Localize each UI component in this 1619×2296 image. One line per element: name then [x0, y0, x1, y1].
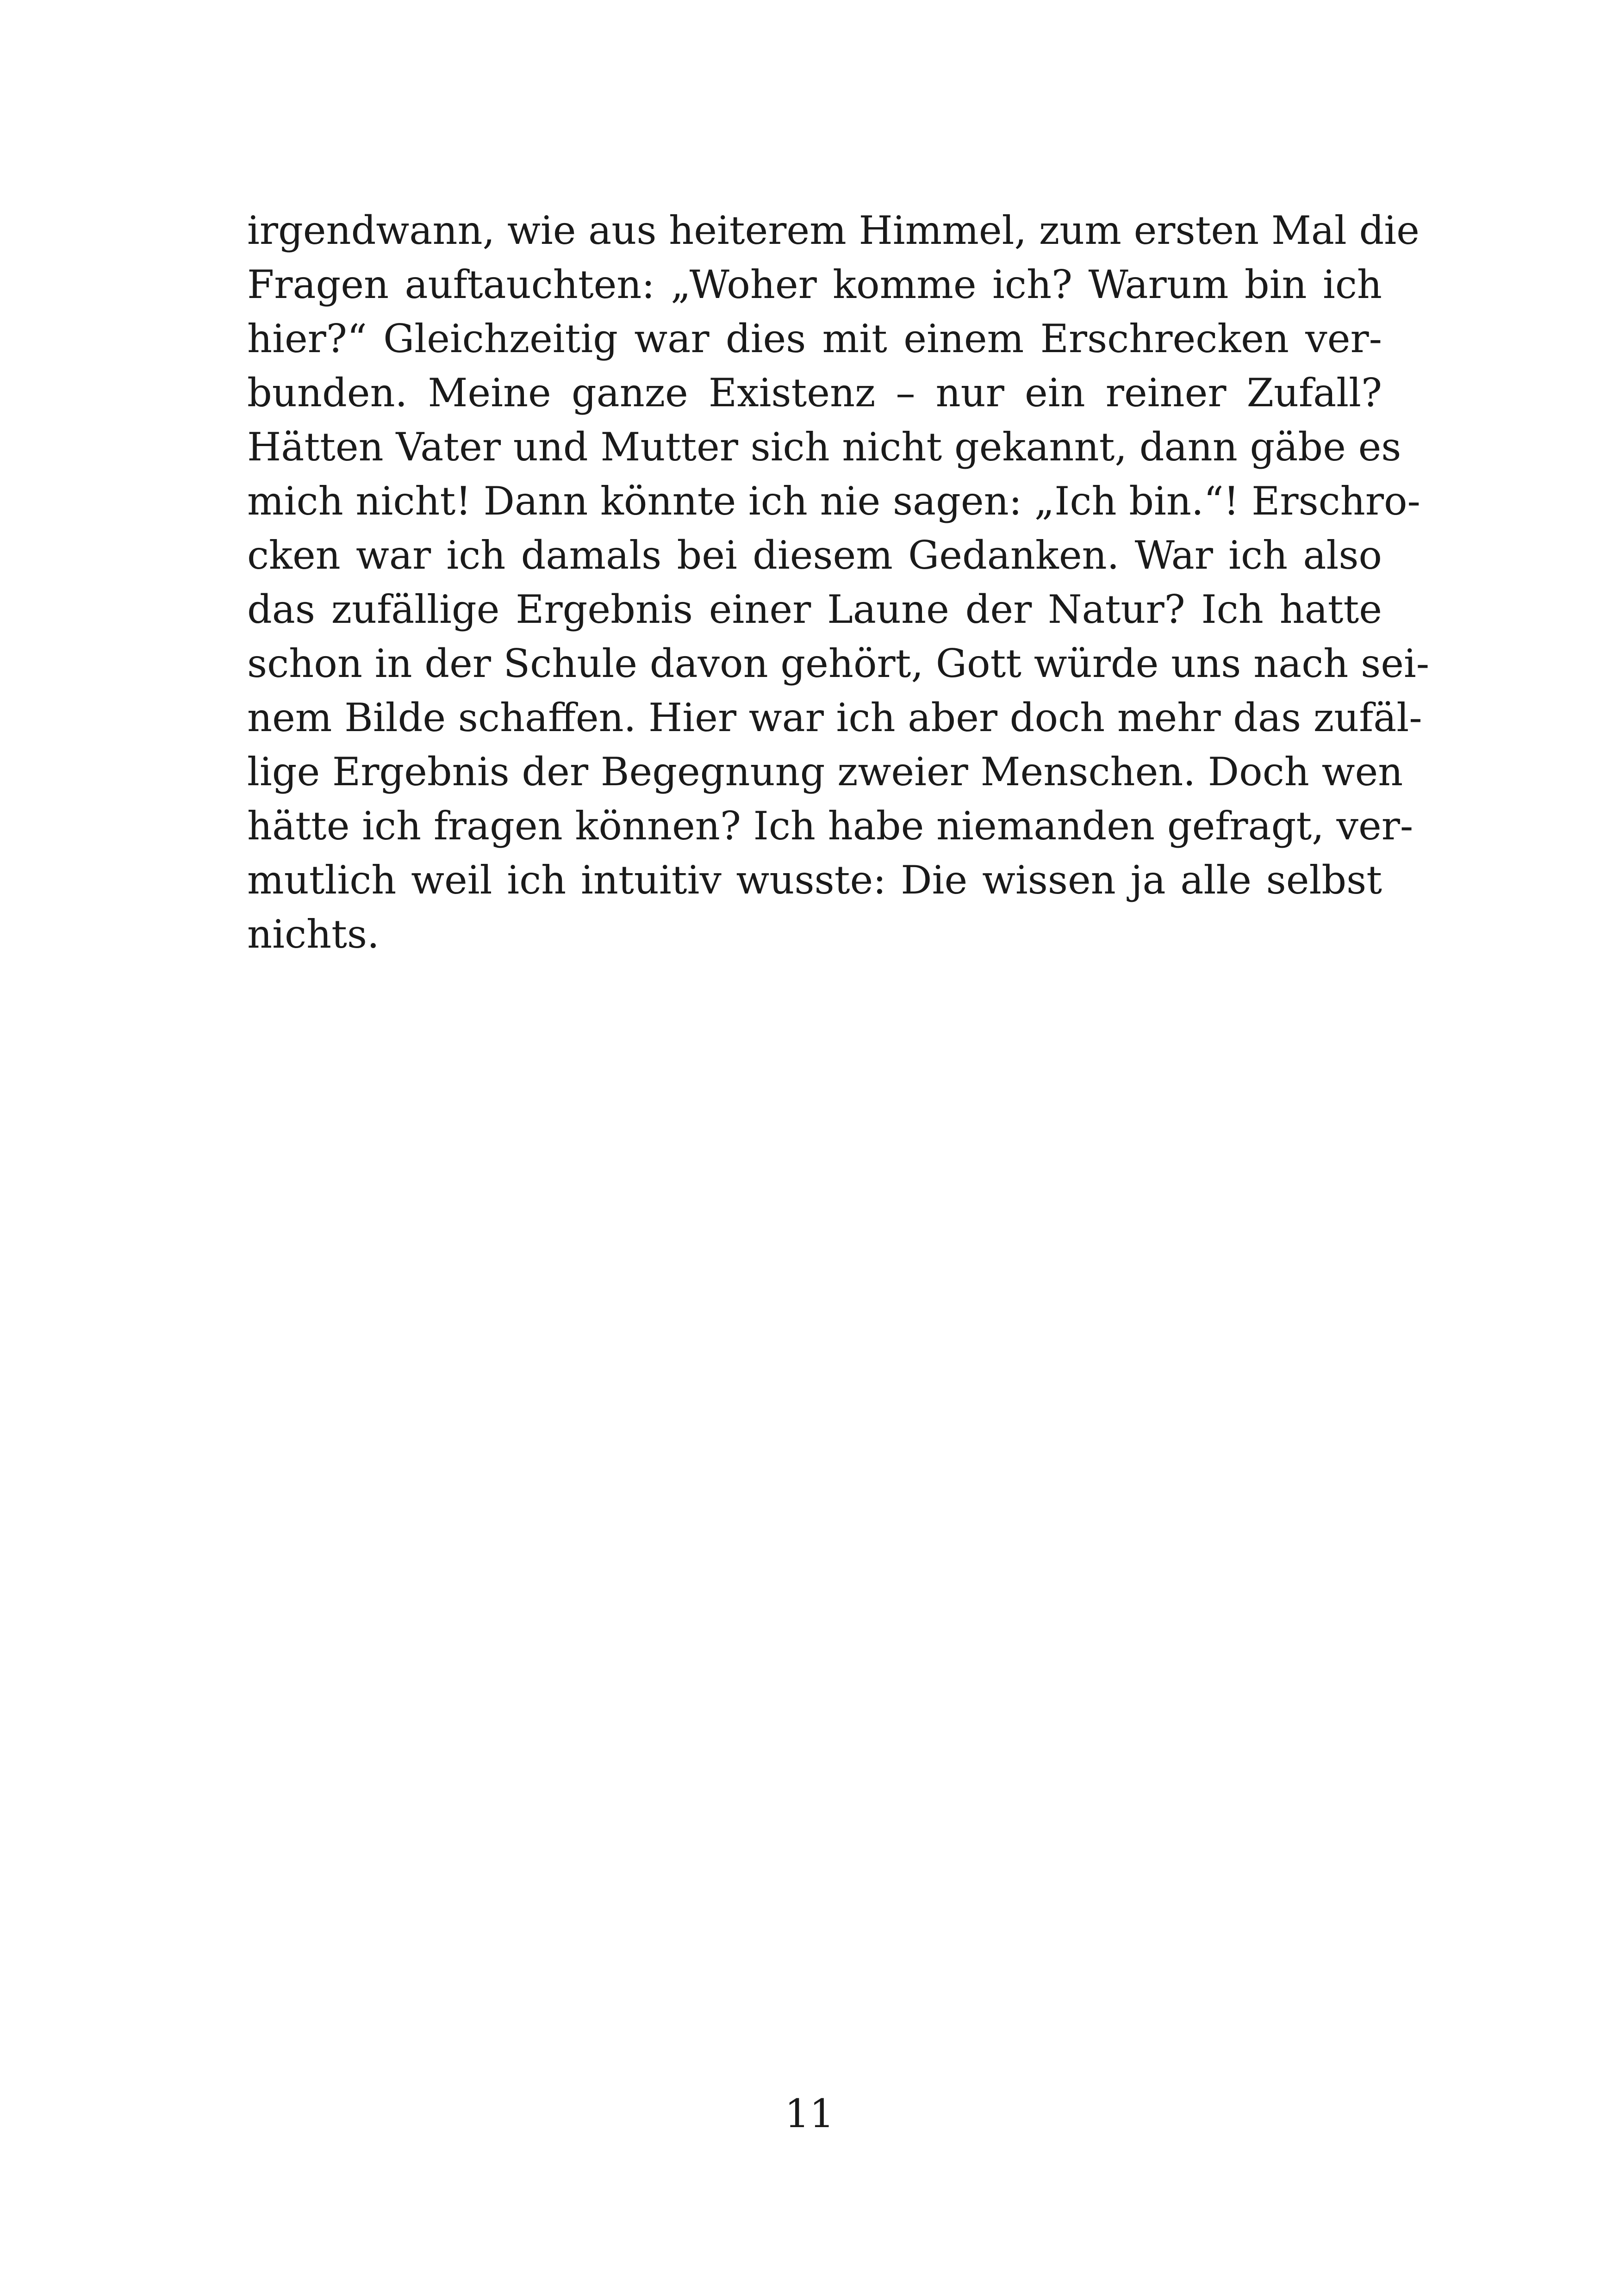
- text-line: bunden. Meine ganze Existenz – nur ein reiner Zufall?: [247, 370, 1382, 416]
- text-line: schon in der Schule davon gehört, Gott würde uns nach sei-: [247, 641, 1430, 686]
- text-line: Hätten Vater und Mutter sich nicht gekannt, dann gäbe es: [247, 424, 1401, 470]
- text-line: mutlich weil ich intuitiv wusste: Die wissen ja alle selbst: [247, 857, 1382, 903]
- text-line: mich nicht! Dann könnte ich nie sagen: „Ich bin.“! Erschro-: [247, 478, 1420, 524]
- page-number: 11: [785, 2091, 834, 2136]
- text-line: hätte ich fragen können? Ich habe niemanden gefragt, ver-: [247, 803, 1414, 849]
- text-line: Fragen auftauchten: „Woher komme ich? Warum bin ich: [247, 262, 1382, 307]
- text-line: cken war ich damals bei diesem Gedanken. War ich also: [247, 533, 1382, 578]
- text-line: nem Bilde schaffen. Hier war ich aber doch mehr das zufäl-: [247, 695, 1422, 740]
- text-line: lige Ergebnis der Begegnung zweier Menschen. Doch wen: [247, 749, 1403, 794]
- text-line: das zufällige Ergebnis einer Laune der Natur? Ich hatte: [247, 587, 1382, 632]
- text-line: irgendwann, wie aus heiterem Himmel, zum ersten Mal die: [247, 208, 1420, 253]
- body-paragraph: [247, 204, 1430, 962]
- text-line: nichts.: [247, 912, 380, 957]
- text-line: hier?“ Gleichzeitig war dies mit einem Erschrecken ver-: [247, 316, 1382, 361]
